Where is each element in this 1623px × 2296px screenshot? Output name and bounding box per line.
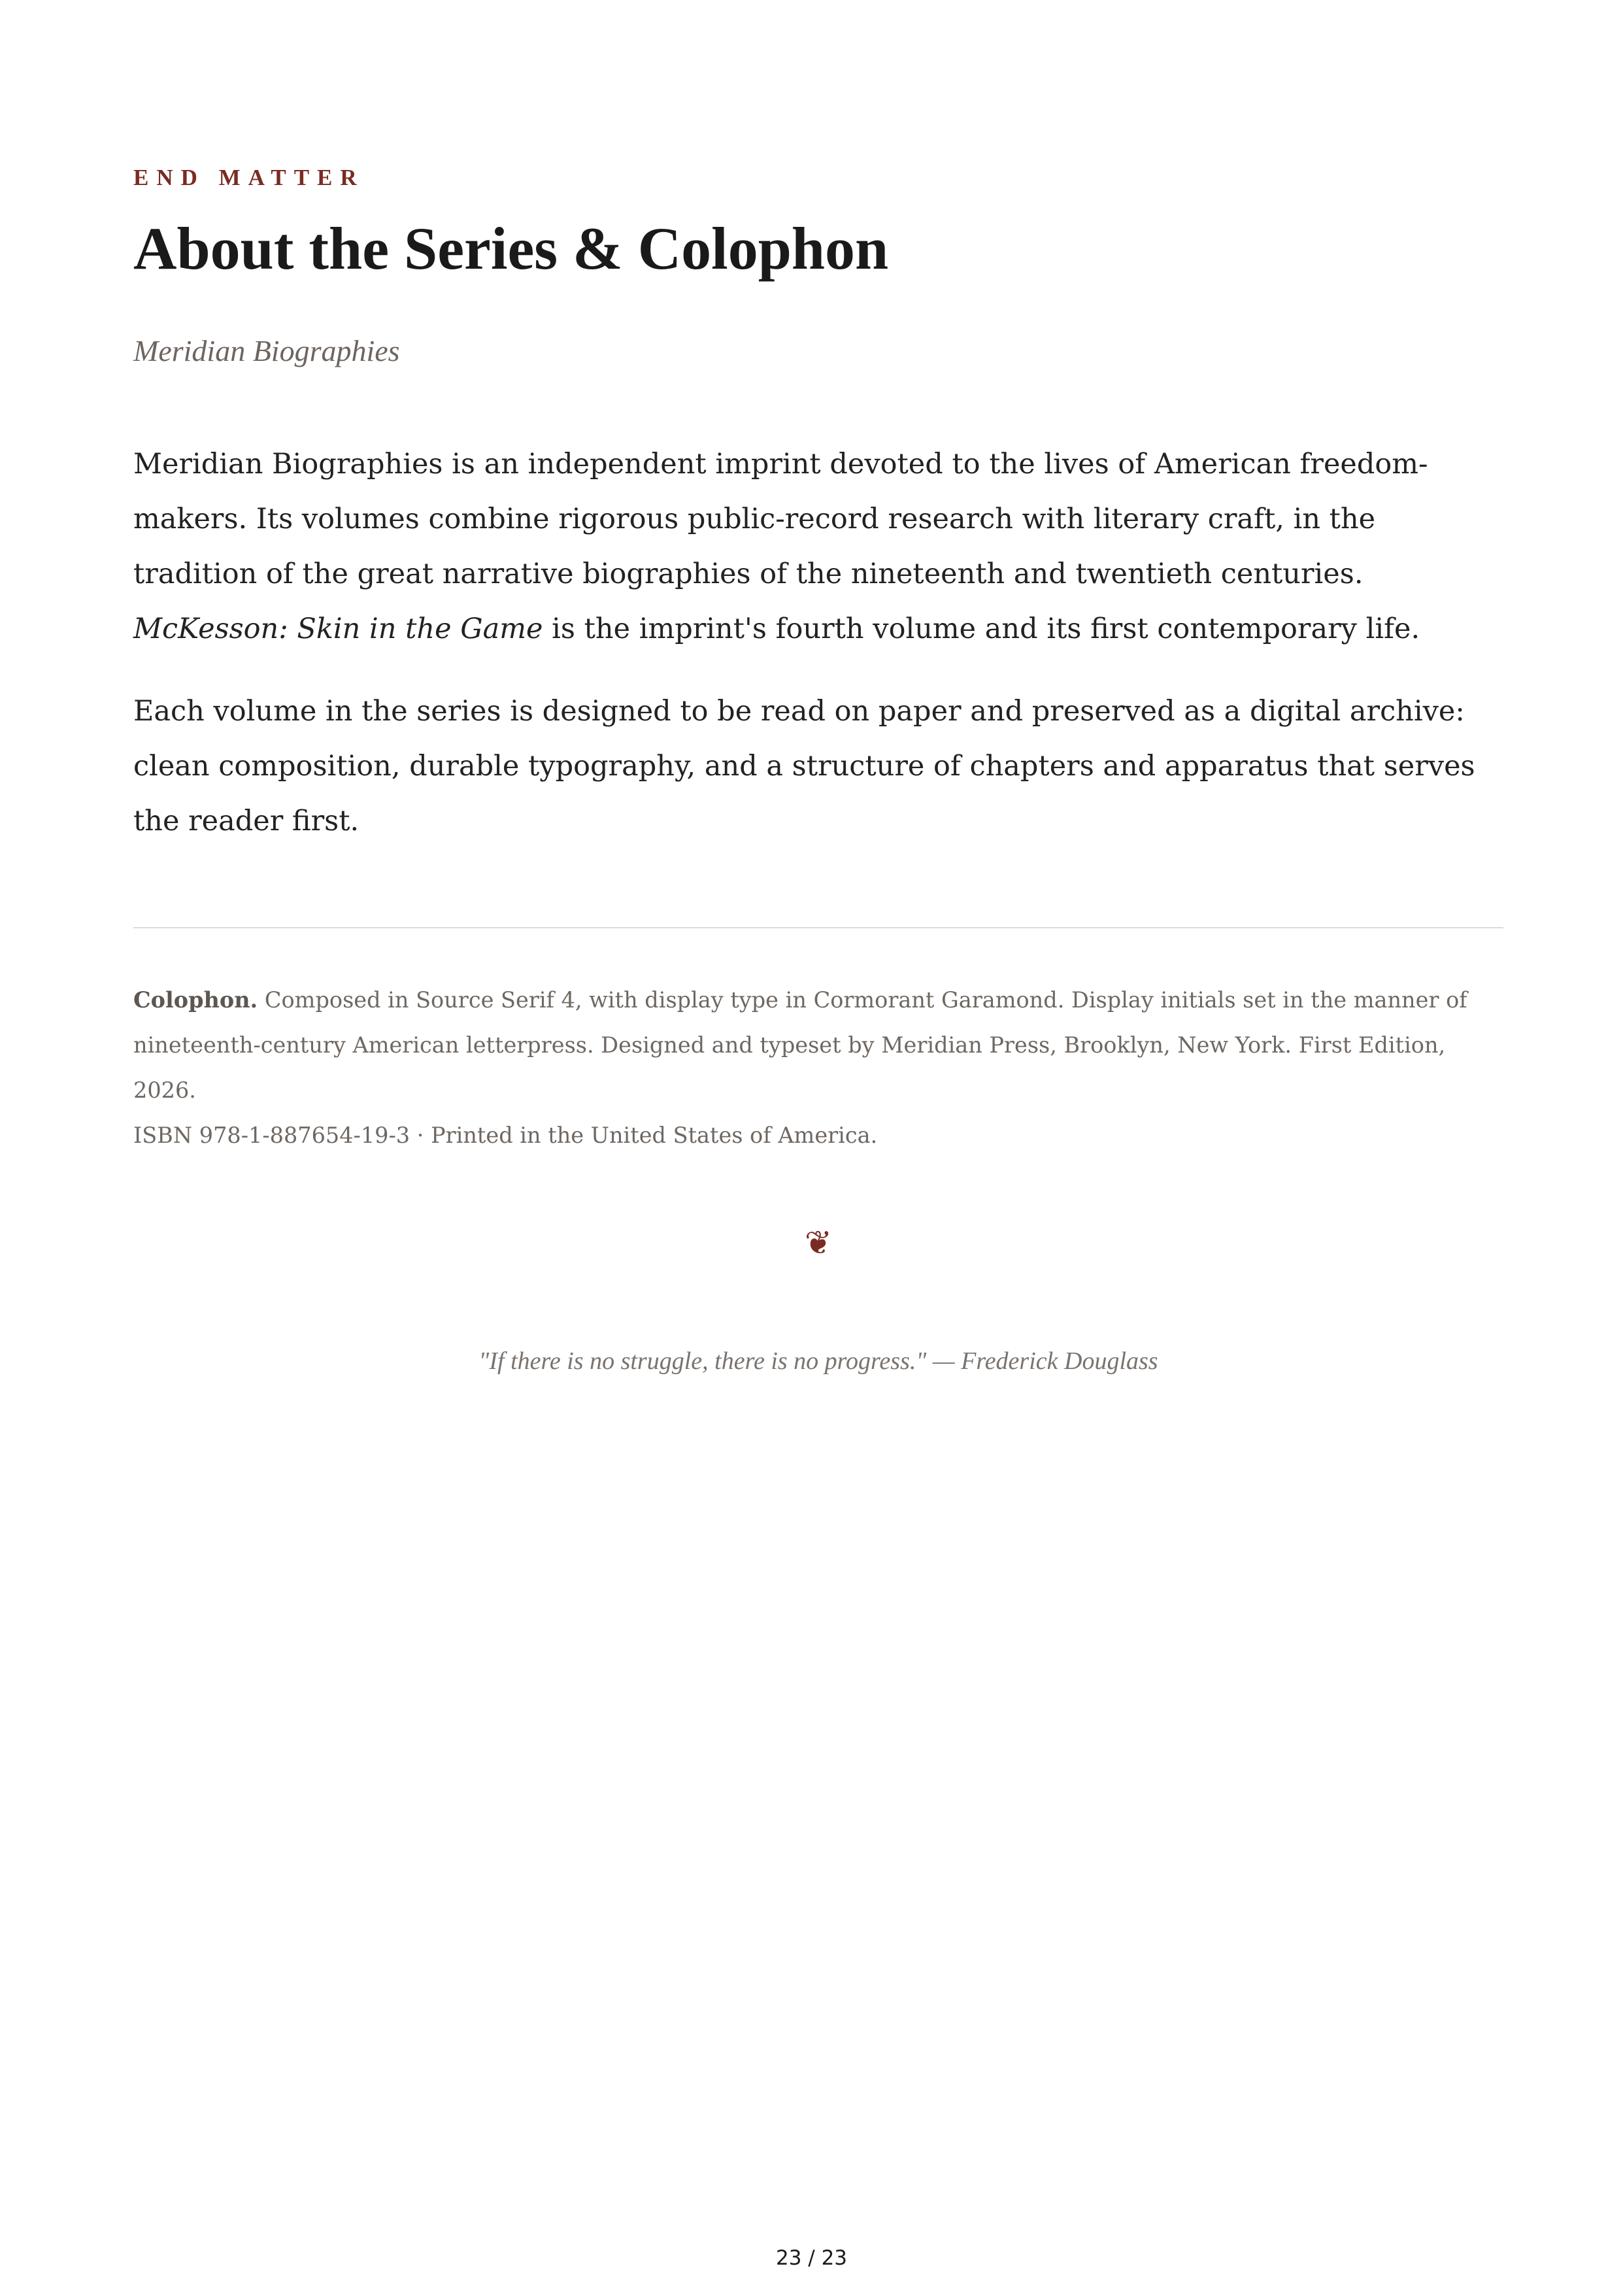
book-title: McKesson: Skin in the Game	[133, 613, 543, 645]
section-eyebrow: END MATTER	[133, 165, 365, 190]
isbn-line: ISBN 978-1-887654-19-3 · Printed in the United States of America.	[133, 1123, 878, 1148]
colophon-paragraph	[133, 977, 1503, 1113]
page-number: 23 / 23	[775, 2246, 848, 2270]
fleuron-icon: ❦	[805, 1224, 832, 1262]
paragraph-imprint-text: Meridian Biographies is an independent imprint devoted to the lives of American freedom-makers. Its volumes combine rigorous public-record research with literary craft, in the tradition of the great narrative biographies of the nineteenth and twentieth centuries.	[133, 448, 1428, 590]
paragraph-imprint	[133, 437, 1503, 656]
colophon	[133, 977, 1503, 1158]
colophon-text: Composed in Source Serif 4, with display type in Cormorant Garamond. Display initials set in the manner of nineteenth-century American letterpress. Designed and typeset by Meridian Press, Brooklyn, New York. First Edition, 2026.	[133, 987, 1467, 1103]
series-description	[133, 437, 1503, 876]
paragraph-imprint-tail: is the imprint's fourth volume and its first contemporary life.	[543, 613, 1420, 645]
section-divider	[133, 927, 1503, 928]
paragraph-design: Each volume in the series is designed to be read on paper and preserved as a digital archive: clean composition, durable typography, and a structure of chapters and apparatus that serves the reader first.	[133, 695, 1475, 837]
page-title: About the Series & Colophon	[133, 215, 889, 282]
colophon-label: Colophon.	[133, 987, 258, 1013]
series-name: Meridian Biographies	[133, 334, 400, 367]
epigraph-quote: "If there is no struggle, there is no progress." — Frederick Douglass	[478, 1347, 1158, 1375]
